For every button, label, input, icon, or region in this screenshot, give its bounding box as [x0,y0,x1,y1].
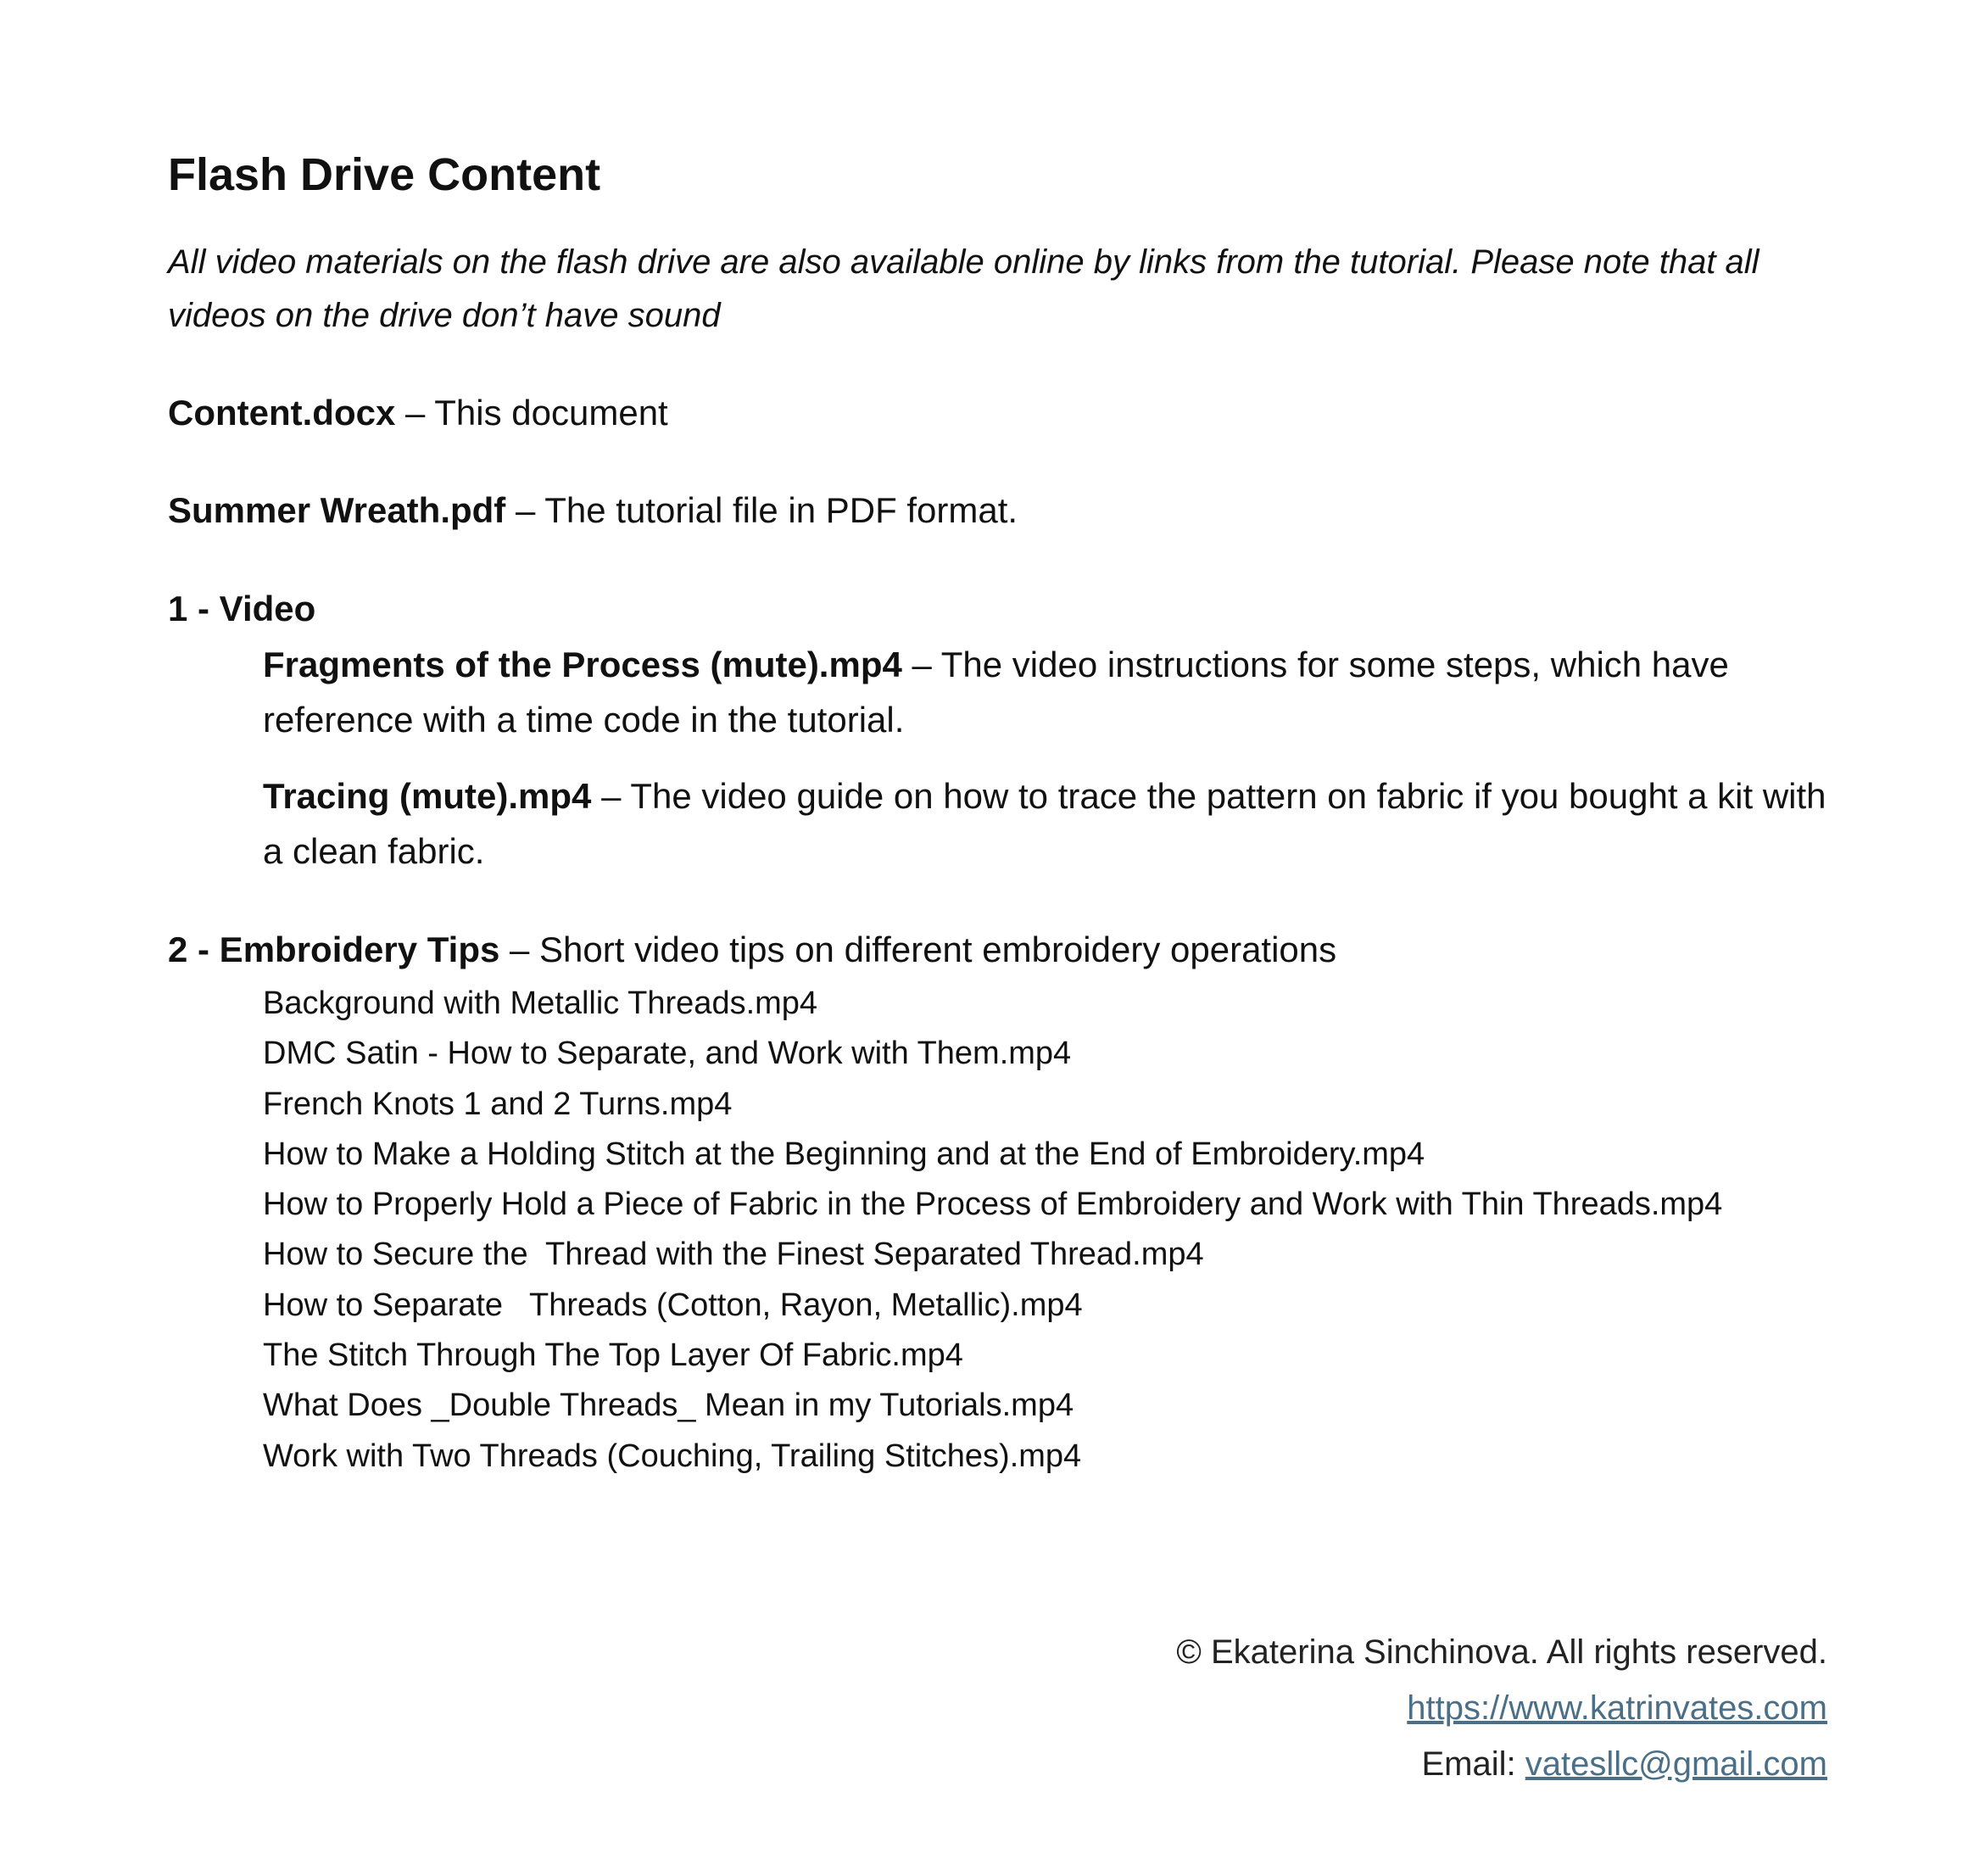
list-item: How to Separate Threads (Cotton, Rayon, Metallic).mp4 [263,1287,1083,1323]
list-item: How to Properly Hold a Piece of Fabric in the Process of Embroidery and Work with Thin Threads.mp4 [263,1186,1723,1223]
video-entry-fragments [263,637,1840,747]
video-file-name: Fragments of the Process (mute).mp4 [263,645,902,684]
website-link[interactable]: https://www.katrinvates.com [1407,1689,1827,1727]
section-description: – Short video tips on different embroidery operations [499,930,1337,969]
file-name: Content.docx [168,393,396,433]
list-item: The Stitch Through The Top Layer Of Fabric.mp4 [263,1337,963,1374]
list-item: Background with Metallic Threads.mp4 [263,985,818,1021]
file-entry-content-docx [168,387,1830,439]
video-entry-tracing [263,768,1840,879]
list-item: French Knots 1 and 2 Turns.mp4 [263,1086,733,1122]
email-label: Email: [1421,1745,1525,1783]
section-heading: 1 - Video [168,589,316,628]
document-body [168,144,1830,1482]
tips-section-heading [168,924,1830,976]
file-name: Summer Wreath.pdf [168,490,506,530]
page-title: Flash Drive Content [168,149,601,200]
file-description: – This document [395,393,668,433]
list-item: How to Make a Holding Stitch at the Beginning and at the End of Embroidery.mp4 [263,1136,1425,1172]
email-link[interactable]: vatesllc@gmail.com [1525,1745,1827,1783]
file-entry-summer-wreath-pdf [168,484,1830,537]
list-item: Work with Two Threads (Couching, Trailing Stitches).mp4 [263,1438,1082,1474]
website-line [1176,1680,1827,1736]
footer [1176,1624,1827,1792]
email-line [1176,1736,1827,1792]
list-item: How to Secure the Thread with the Finest Separated Thread.mp4 [263,1237,1204,1273]
section-heading: 2 - Embroidery Tips [168,930,500,969]
video-file-description: – The video guide on how to trace the pattern on fabric if you bought a kit with a clean fabric. [263,776,1826,871]
file-description: – The tutorial file in PDF format. [505,490,1018,530]
tips-file-list [263,979,1830,1482]
copyright-text: © Ekaterina Sinchinova. All rights reserved. [1176,1633,1827,1671]
list-item: DMC Satin - How to Separate, and Work with Them.mp4 [263,1036,1072,1072]
video-section-heading [168,583,1830,635]
video-file-name: Tracing (mute).mp4 [263,776,592,816]
list-item: What Does _Double Threads_ Mean in my Tutorials.mp4 [263,1387,1074,1424]
video-file-description: – The video instructions for some steps, which have reference with a time code in the tutorial. [263,645,1729,740]
intro-note: All video materials on the flash drive are also available online by links from the tutorial. Please note that all videos on the drive don’t have sound [168,243,1759,334]
